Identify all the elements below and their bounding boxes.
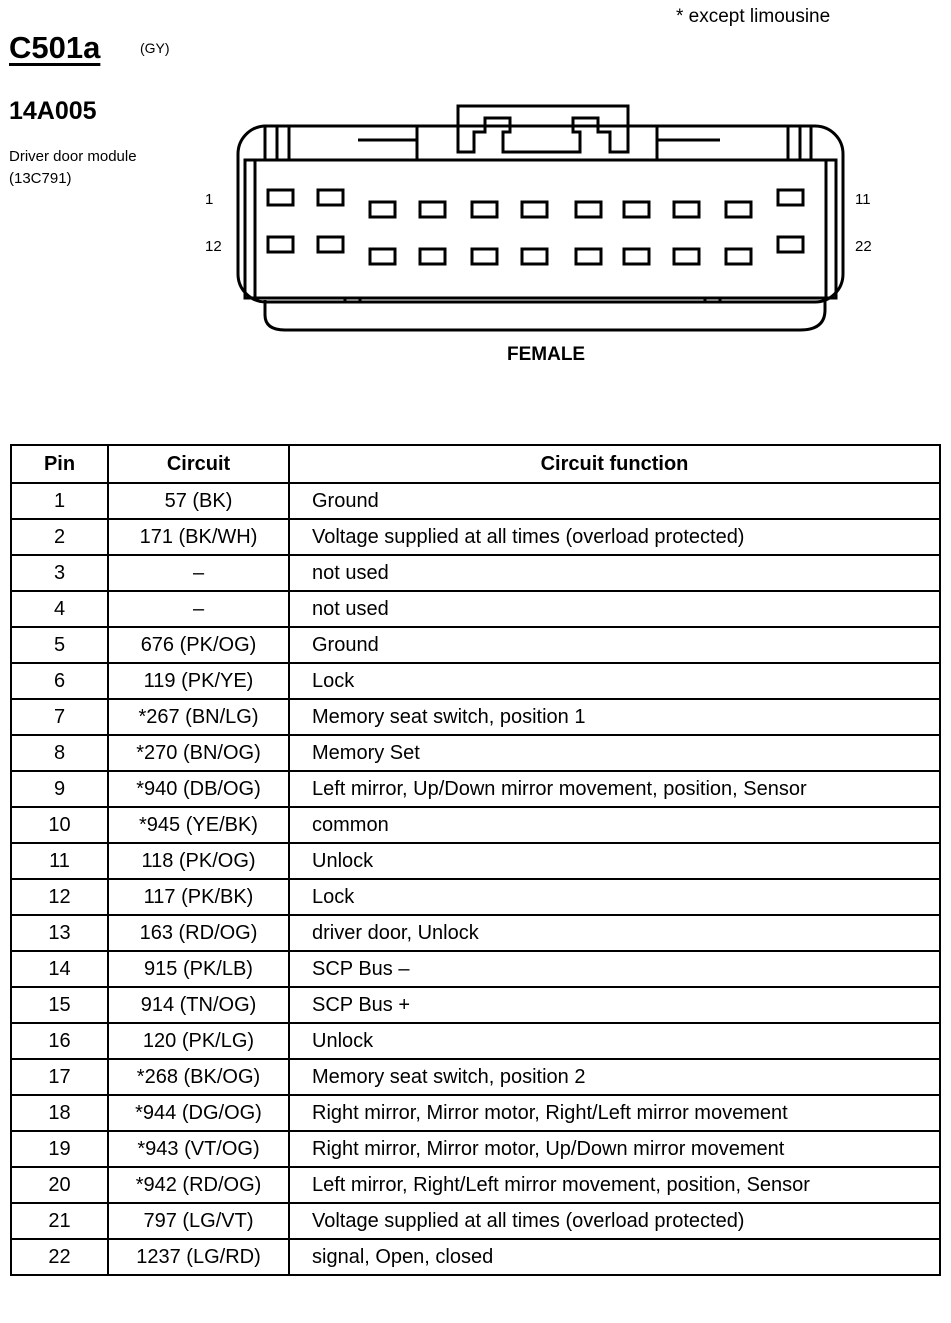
- pin-cell: 4: [11, 591, 108, 627]
- pin-hole: [726, 202, 751, 217]
- table-row: [11, 807, 940, 843]
- pin-cell: 13: [11, 915, 108, 951]
- table-row: [11, 771, 940, 807]
- pin-cell: 3: [11, 555, 108, 591]
- function-cell: Voltage supplied at all times (overload protected): [289, 519, 940, 555]
- footnote-except-limousine: * except limousine: [676, 6, 831, 27]
- table-row: [11, 987, 940, 1023]
- circuit-cell: *942 (RD/OG): [108, 1167, 289, 1203]
- pin-cell: 1: [11, 483, 108, 519]
- part-number: 14A005: [9, 97, 97, 125]
- circuit-cell: 120 (PK/LG): [108, 1023, 289, 1059]
- pinout-rows: [11, 483, 940, 1275]
- function-cell: signal, Open, closed: [289, 1239, 940, 1275]
- table-row: [11, 843, 940, 879]
- table-row: [11, 1203, 940, 1239]
- pin-cell: 16: [11, 1023, 108, 1059]
- function-cell: not used: [289, 591, 940, 627]
- table-row: [11, 915, 940, 951]
- pin-hole: [522, 249, 547, 264]
- pin-hole: [472, 249, 497, 264]
- pin-cell: 19: [11, 1131, 108, 1167]
- function-cell: SCP Bus –: [289, 951, 940, 987]
- circuit-cell: *270 (BN/OG): [108, 735, 289, 771]
- function-cell: Lock: [289, 879, 940, 915]
- circuit-cell: *945 (YE/BK): [108, 807, 289, 843]
- function-cell: Unlock: [289, 843, 940, 879]
- pin-cell: 5: [11, 627, 108, 663]
- function-cell: Left mirror, Right/Left mirror movement, position, Sensor: [289, 1167, 940, 1203]
- pin-hole: [576, 202, 601, 217]
- function-cell: Memory seat switch, position 1: [289, 699, 940, 735]
- pin-hole: [268, 190, 293, 205]
- pin-hole: [370, 202, 395, 217]
- table-row: [11, 591, 940, 627]
- pin-hole: [268, 237, 293, 252]
- function-cell: Right mirror, Mirror motor, Right/Left mirror movement: [289, 1095, 940, 1131]
- pin-hole: [576, 249, 601, 264]
- table-row: [11, 1131, 940, 1167]
- circuit-cell: 1237 (LG/RD): [108, 1239, 289, 1275]
- description-line-1: Driver door module: [9, 148, 137, 165]
- connector-id: C501a: [9, 30, 101, 65]
- pin-cell: 10: [11, 807, 108, 843]
- circuit-cell: –: [108, 591, 289, 627]
- circuit-cell: –: [108, 555, 289, 591]
- pin-cell: 2: [11, 519, 108, 555]
- pin-label-22: 22: [855, 238, 872, 255]
- pin-cell: 7: [11, 699, 108, 735]
- function-cell: Right mirror, Mirror motor, Up/Down mirror movement: [289, 1131, 940, 1167]
- function-cell: Ground: [289, 483, 940, 519]
- table-row: [11, 1239, 940, 1275]
- function-cell: Left mirror, Up/Down mirror movement, position, Sensor: [289, 771, 940, 807]
- pin-hole: [624, 202, 649, 217]
- pin-cell: 12: [11, 879, 108, 915]
- header-pin: Pin: [11, 445, 108, 483]
- connector-body: [238, 126, 843, 330]
- pin-hole: [318, 237, 343, 252]
- pin-hole: [624, 249, 649, 264]
- table-row: [11, 663, 940, 699]
- function-cell: Memory seat switch, position 2: [289, 1059, 940, 1095]
- circuit-cell: 119 (PK/YE): [108, 663, 289, 699]
- function-cell: Voltage supplied at all times (overload protected): [289, 1203, 940, 1239]
- pin-cell: 18: [11, 1095, 108, 1131]
- circuit-cell: 797 (LG/VT): [108, 1203, 289, 1239]
- table-header-row: [11, 445, 940, 483]
- pin-hole: [778, 190, 803, 205]
- pin-label-12: 12: [205, 238, 222, 255]
- pin-hole: [420, 249, 445, 264]
- header-circuit-function: Circuit function: [289, 445, 940, 483]
- circuit-cell: *267 (BN/LG): [108, 699, 289, 735]
- pin-hole: [674, 249, 699, 264]
- table-row: [11, 627, 940, 663]
- circuit-cell: *268 (BK/OG): [108, 1059, 289, 1095]
- pin-cell: 20: [11, 1167, 108, 1203]
- function-cell: common: [289, 807, 940, 843]
- circuit-cell: 676 (PK/OG): [108, 627, 289, 663]
- circuit-cell: 57 (BK): [108, 483, 289, 519]
- pin-hole: [726, 249, 751, 264]
- function-cell: driver door, Unlock: [289, 915, 940, 951]
- pin-cell: 17: [11, 1059, 108, 1095]
- function-cell: Lock: [289, 663, 940, 699]
- function-cell: not used: [289, 555, 940, 591]
- table-row: [11, 1059, 940, 1095]
- circuit-cell: 171 (BK/WH): [108, 519, 289, 555]
- pin-cell: 21: [11, 1203, 108, 1239]
- table-row: [11, 1167, 940, 1203]
- pin-label-11: 11: [855, 191, 871, 208]
- pin-hole: [778, 237, 803, 252]
- circuit-cell: *944 (DG/OG): [108, 1095, 289, 1131]
- pin-holes: [268, 190, 803, 264]
- circuit-cell: *943 (VT/OG): [108, 1131, 289, 1167]
- circuit-cell: 915 (PK/LB): [108, 951, 289, 987]
- table-row: [11, 879, 940, 915]
- table-row: [11, 1095, 940, 1131]
- circuit-cell: 163 (RD/OG): [108, 915, 289, 951]
- pin-label-1: 1: [205, 191, 214, 208]
- pin-hole: [318, 190, 343, 205]
- connector-gender: FEMALE: [507, 344, 586, 365]
- pin-cell: 9: [11, 771, 108, 807]
- pin-cell: 11: [11, 843, 108, 879]
- table-row: [11, 1023, 940, 1059]
- pin-cell: 14: [11, 951, 108, 987]
- circuit-cell: 914 (TN/OG): [108, 987, 289, 1023]
- function-cell: Ground: [289, 627, 940, 663]
- pin-hole: [370, 249, 395, 264]
- pinout-table: [10, 444, 941, 1276]
- circuit-cell: 118 (PK/OG): [108, 843, 289, 879]
- table-row: [11, 699, 940, 735]
- function-cell: Unlock: [289, 1023, 940, 1059]
- table-row: [11, 483, 940, 519]
- header-circuit: Circuit: [108, 445, 289, 483]
- description-line-2: (13C791): [9, 170, 72, 187]
- connector-face-diagram: [230, 100, 850, 335]
- circuit-cell: 117 (PK/BK): [108, 879, 289, 915]
- function-cell: SCP Bus +: [289, 987, 940, 1023]
- pin-cell: 15: [11, 987, 108, 1023]
- circuit-cell: *940 (DB/OG): [108, 771, 289, 807]
- pin-cell: 8: [11, 735, 108, 771]
- pin-hole: [472, 202, 497, 217]
- connector-color: (GY): [140, 40, 170, 56]
- table-row: [11, 951, 940, 987]
- connector-top-latches: [265, 106, 811, 160]
- table-row: [11, 735, 940, 771]
- pin-hole: [522, 202, 547, 217]
- function-cell: Memory Set: [289, 735, 940, 771]
- table-row: [11, 519, 940, 555]
- pin-hole: [420, 202, 445, 217]
- pin-cell: 22: [11, 1239, 108, 1275]
- pin-hole: [674, 202, 699, 217]
- table-row: [11, 555, 940, 591]
- pin-cell: 6: [11, 663, 108, 699]
